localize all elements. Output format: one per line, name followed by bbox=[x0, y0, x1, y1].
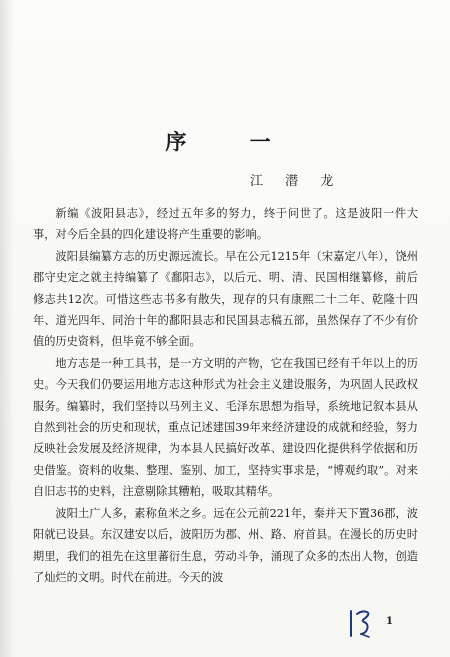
paragraph: 波阳土广人多，素称鱼米之乡。远在公元前221年，秦并天下置36郡，波阳就已设县。东汉建安以后，波阳历为郡、州、路、府首县。在漫长的历史时期里，我们的祖先在这里蕃衍生息，劳动斗争，涌现了众多的杰出人物，创造了灿烂的文明。时代在前进。今天的波 bbox=[33, 506, 418, 584]
paragraph: 新编《波阳县志》，经过五年多的努力，终于问世了。这是波阳一件大事，对今后全县的四化建设将产生重要的影响。 bbox=[33, 207, 418, 242]
preface-body bbox=[33, 203, 418, 588]
page-edge-shadow bbox=[0, 0, 14, 657]
author-name: 江 潜 龙 bbox=[250, 174, 343, 189]
paragraph: 波阳县编纂方志的历史源远流长。早在公元1215年（宋嘉定八年），饶州郡守史定之就主持编纂了《鄱阳志》，以后元、明、清、民国相继纂修，前后修志共12次。可惜这些志书多有散失，现存的只有康熙二十二年、乾隆十四年、道光四年、同治十年的鄱阳县志和民国县志稿五部，虽然保存了不少有价值的历史资料，但毕竟不够全面。 bbox=[33, 249, 418, 349]
page-number: 1 bbox=[386, 616, 393, 627]
paragraph: 地方志是一种工具书，是一方文明的产物，它在我国已经有千年以上的历史。今天我们仍要运用地方志这种形式为社会主义建设服务，为巩固人民政权服务。编纂时，我们坚持以马列主义、毛泽东思想为指导，系统地记叙本县从自然到社会的历史和现状，重点记述建国39年来经济建设的成就和经验，努力反映社会发展及经济规律，为本县人民搞好改革、建设四化提供科学依据和历史借鉴。资料的收集、整理、鉴别、加工，坚持实事求是，“博观约取”。对来自旧志书的史料，注意剔除其糟粕，吸取其精华。 bbox=[33, 356, 418, 499]
handwritten-mark-icon bbox=[346, 606, 374, 640]
preface-title: 序 一 bbox=[165, 129, 299, 154]
